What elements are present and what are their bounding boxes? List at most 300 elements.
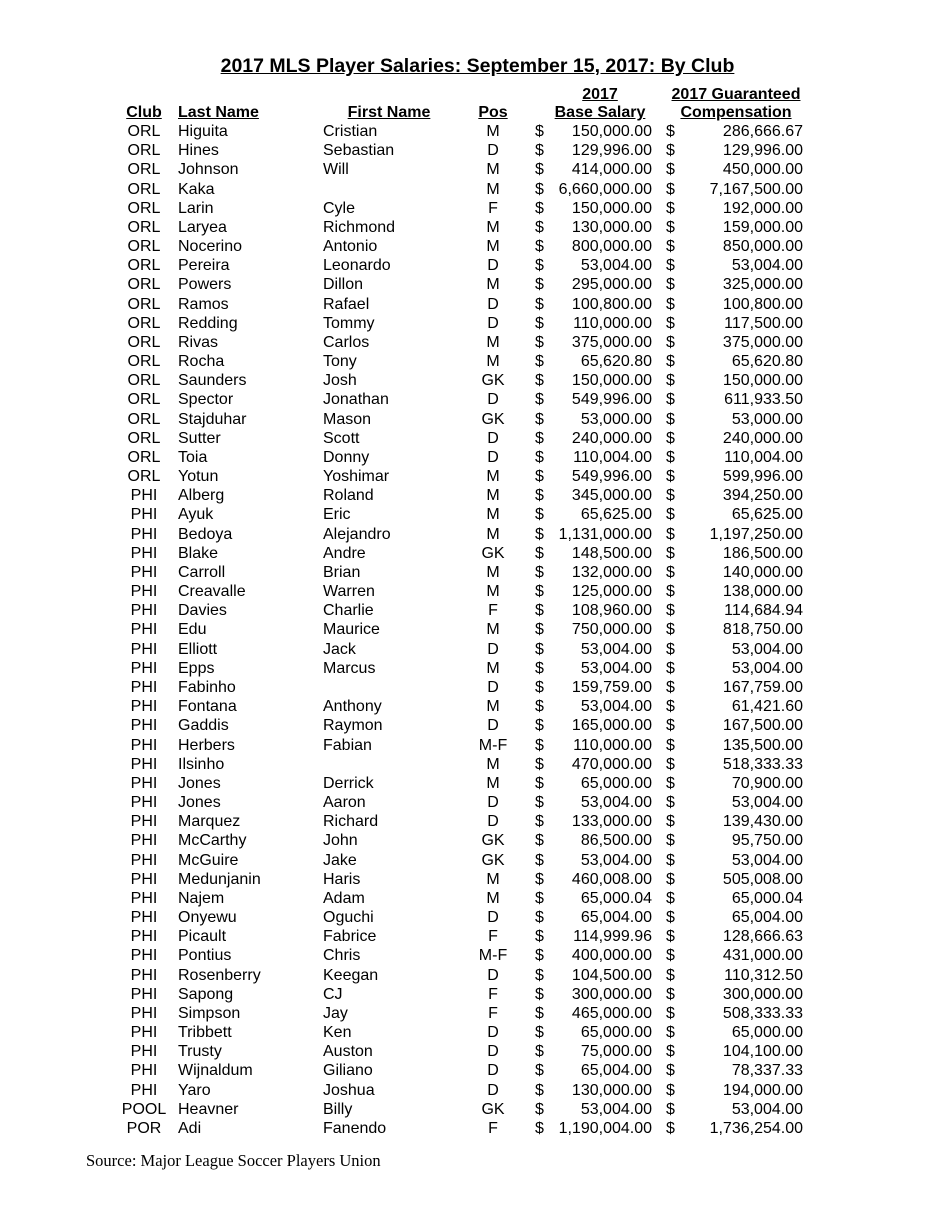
first-name-cell: Jack bbox=[323, 640, 356, 658]
base-salary-cell: 53,004.00 bbox=[580, 794, 652, 812]
base-dollar-sign: $ bbox=[535, 372, 544, 390]
base-dollar-sign: $ bbox=[535, 238, 544, 256]
club-cell: ORL bbox=[127, 410, 161, 428]
guaranteed-comp-cell: 508,333.33 bbox=[722, 1004, 803, 1022]
first-name-cell: Auston bbox=[323, 1043, 373, 1061]
base-dollar-sign: $ bbox=[535, 391, 544, 409]
base-salary-cell: 86,500.00 bbox=[580, 832, 652, 850]
first-name-cell: Tommy bbox=[323, 314, 375, 332]
last-name-cell: Alberg bbox=[178, 487, 225, 505]
base-salary-cell: 114,999.96 bbox=[573, 928, 652, 946]
base-salary-cell: 104,500.00 bbox=[571, 966, 652, 984]
base-salary-cell: 53,004.00 bbox=[580, 1100, 652, 1118]
guaranteed-comp-cell: 7,167,500.00 bbox=[709, 180, 803, 198]
guaranteed-comp-cell: 129,996.00 bbox=[722, 142, 803, 160]
last-name-cell: Heavner bbox=[178, 1100, 239, 1118]
club-cell: PHI bbox=[130, 602, 158, 620]
last-name-cell: Gaddis bbox=[178, 717, 229, 735]
base-dollar-sign: $ bbox=[535, 832, 544, 850]
base-dollar-sign: $ bbox=[535, 774, 544, 792]
club-cell: PHI bbox=[130, 583, 158, 601]
table-row bbox=[0, 1081, 950, 1100]
last-name-cell: Powers bbox=[178, 276, 232, 294]
club-cell: ORL bbox=[127, 391, 161, 409]
position-cell: M bbox=[486, 506, 500, 524]
position-cell: D bbox=[487, 448, 499, 466]
first-name-cell: Marcus bbox=[323, 659, 376, 677]
table-row bbox=[0, 256, 950, 275]
guaranteed-comp-cell: 850,000.00 bbox=[722, 238, 803, 256]
club-cell: PHI bbox=[130, 563, 158, 581]
comp-dollar-sign: $ bbox=[666, 583, 675, 601]
club-cell: PHI bbox=[130, 487, 158, 505]
last-name-cell: Wijnaldum bbox=[178, 1062, 253, 1080]
last-name-cell: Stajduhar bbox=[178, 410, 247, 428]
first-name-cell: Brian bbox=[323, 563, 361, 581]
table-row bbox=[0, 659, 950, 678]
last-name-cell: Ayuk bbox=[178, 506, 214, 524]
comp-dollar-sign: $ bbox=[666, 333, 675, 351]
first-name-cell: Billy bbox=[323, 1100, 353, 1118]
comp-dollar-sign: $ bbox=[666, 257, 675, 275]
position-cell: D bbox=[487, 1043, 499, 1061]
base-salary-cell: 108,960.00 bbox=[571, 602, 652, 620]
comp-dollar-sign: $ bbox=[666, 621, 675, 639]
club-cell: ORL bbox=[127, 180, 161, 198]
first-name-cell: John bbox=[323, 832, 358, 850]
table-row bbox=[0, 870, 950, 889]
club-cell: ORL bbox=[127, 295, 161, 313]
base-dollar-sign: $ bbox=[535, 199, 544, 217]
comp-dollar-sign: $ bbox=[666, 525, 675, 543]
club-cell: ORL bbox=[127, 314, 161, 332]
first-name-cell: Haris bbox=[323, 870, 361, 888]
last-name-cell: Trusty bbox=[178, 1043, 222, 1061]
table-row bbox=[0, 141, 950, 160]
guaranteed-comp-cell: 65,000.04 bbox=[731, 889, 803, 907]
header-last-name: Last Name bbox=[178, 104, 259, 121]
last-name-cell: Sutter bbox=[178, 429, 221, 447]
table-row bbox=[0, 1004, 950, 1023]
base-dollar-sign: $ bbox=[535, 870, 544, 888]
last-name-cell: Creavalle bbox=[178, 583, 246, 601]
base-salary-cell: 159,759.00 bbox=[571, 678, 652, 696]
table-row bbox=[0, 563, 950, 582]
comp-dollar-sign: $ bbox=[666, 1024, 675, 1042]
last-name-cell: Blake bbox=[178, 544, 219, 562]
guaranteed-comp-cell: 518,333.33 bbox=[722, 755, 803, 773]
guaranteed-comp-cell: 150,000.00 bbox=[722, 372, 803, 390]
base-salary-cell: 75,000.00 bbox=[580, 1043, 652, 1061]
base-dollar-sign: $ bbox=[535, 640, 544, 658]
first-name-cell: Andre bbox=[323, 544, 366, 562]
first-name-cell: Fabrice bbox=[323, 928, 377, 946]
last-name-cell: Redding bbox=[178, 314, 238, 332]
table-row bbox=[0, 505, 950, 524]
base-dollar-sign: $ bbox=[535, 353, 544, 371]
first-name-cell: Giliano bbox=[323, 1062, 373, 1080]
position-cell: M bbox=[486, 889, 500, 907]
position-cell: M bbox=[486, 218, 500, 236]
base-dollar-sign: $ bbox=[535, 448, 544, 466]
first-name-cell: Dillon bbox=[323, 276, 364, 294]
comp-dollar-sign: $ bbox=[666, 1043, 675, 1061]
position-cell: F bbox=[488, 985, 498, 1003]
guaranteed-comp-cell: 300,000.00 bbox=[722, 985, 803, 1003]
last-name-cell: Pontius bbox=[178, 947, 232, 965]
base-dollar-sign: $ bbox=[535, 218, 544, 236]
base-salary-cell: 130,000.00 bbox=[571, 218, 652, 236]
header-first-name: First Name bbox=[347, 104, 431, 121]
guaranteed-comp-cell: 1,197,250.00 bbox=[709, 525, 803, 543]
table-row bbox=[0, 678, 950, 697]
position-cell: D bbox=[487, 314, 499, 332]
base-salary-cell: 750,000.00 bbox=[571, 621, 652, 639]
base-salary-cell: 65,000.00 bbox=[580, 774, 652, 792]
last-name-cell: Elliott bbox=[178, 640, 218, 658]
club-cell: PHI bbox=[130, 813, 158, 831]
position-cell: D bbox=[487, 1024, 499, 1042]
guaranteed-comp-cell: 65,620.80 bbox=[731, 353, 803, 371]
last-name-cell: Laryea bbox=[178, 218, 227, 236]
position-cell: F bbox=[488, 199, 498, 217]
guaranteed-comp-cell: 599,996.00 bbox=[722, 468, 803, 486]
guaranteed-comp-cell: 394,250.00 bbox=[722, 487, 803, 505]
base-dollar-sign: $ bbox=[535, 563, 544, 581]
table-row bbox=[0, 544, 950, 563]
guaranteed-comp-cell: 65,004.00 bbox=[731, 909, 803, 927]
position-cell: M bbox=[486, 698, 500, 716]
club-cell: PHI bbox=[130, 525, 158, 543]
first-name-cell: Richard bbox=[323, 813, 379, 831]
club-cell: POR bbox=[126, 1119, 162, 1137]
position-cell: GK bbox=[481, 1100, 505, 1118]
last-name-cell: Ilsinho bbox=[178, 755, 225, 773]
table-row bbox=[0, 966, 950, 985]
guaranteed-comp-cell: 114,684.94 bbox=[724, 602, 803, 620]
position-cell: M bbox=[486, 525, 500, 543]
position-cell: M-F bbox=[478, 736, 508, 754]
guaranteed-comp-cell: 53,004.00 bbox=[731, 1100, 803, 1118]
position-cell: GK bbox=[481, 544, 505, 562]
last-name-cell: Rivas bbox=[178, 333, 219, 351]
guaranteed-comp-cell: 192,000.00 bbox=[722, 199, 803, 217]
base-dollar-sign: $ bbox=[535, 525, 544, 543]
guaranteed-comp-cell: 53,004.00 bbox=[731, 794, 803, 812]
base-salary-cell: 125,000.00 bbox=[571, 583, 652, 601]
comp-dollar-sign: $ bbox=[666, 161, 675, 179]
comp-dollar-sign: $ bbox=[666, 889, 675, 907]
comp-dollar-sign: $ bbox=[666, 640, 675, 658]
table-row bbox=[0, 295, 950, 314]
table-row bbox=[0, 237, 950, 256]
guaranteed-comp-cell: 186,500.00 bbox=[722, 544, 803, 562]
table-row bbox=[0, 371, 950, 390]
table-row bbox=[0, 946, 950, 965]
table-row bbox=[0, 716, 950, 735]
guaranteed-comp-cell: 135,500.00 bbox=[722, 736, 803, 754]
club-cell: PHI bbox=[130, 774, 158, 792]
guaranteed-comp-cell: 53,004.00 bbox=[731, 640, 803, 658]
first-name-cell: Roland bbox=[323, 487, 374, 505]
last-name-cell: Simpson bbox=[178, 1004, 241, 1022]
table-row bbox=[0, 160, 950, 179]
table-row bbox=[0, 908, 950, 927]
base-dollar-sign: $ bbox=[535, 161, 544, 179]
first-name-cell: Yoshimar bbox=[323, 468, 390, 486]
comp-dollar-sign: $ bbox=[666, 928, 675, 946]
header-club: Club bbox=[126, 104, 162, 121]
position-cell: D bbox=[487, 717, 499, 735]
comp-dollar-sign: $ bbox=[666, 602, 675, 620]
base-dollar-sign: $ bbox=[535, 736, 544, 754]
position-cell: M bbox=[486, 353, 500, 371]
club-cell: PHI bbox=[130, 717, 158, 735]
last-name-cell: Bedoya bbox=[178, 525, 233, 543]
last-name-cell: Toia bbox=[178, 448, 208, 466]
table-row bbox=[0, 736, 950, 755]
guaranteed-comp-cell: 325,000.00 bbox=[722, 276, 803, 294]
guaranteed-comp-cell: 65,000.00 bbox=[731, 1024, 803, 1042]
comp-dollar-sign: $ bbox=[666, 353, 675, 371]
base-salary-cell: 150,000.00 bbox=[571, 123, 652, 140]
position-cell: M bbox=[486, 276, 500, 294]
base-salary-cell: 1,131,000.00 bbox=[558, 525, 652, 543]
club-cell: ORL bbox=[127, 123, 161, 140]
last-name-cell: Najem bbox=[178, 889, 225, 907]
page-title: 2017 MLS Player Salaries: September 15, 2017: By Club bbox=[220, 55, 735, 77]
first-name-cell: Adam bbox=[323, 889, 365, 907]
first-name-cell: Charlie bbox=[323, 602, 374, 620]
last-name-cell: Sapong bbox=[178, 985, 234, 1003]
first-name-cell: Scott bbox=[323, 429, 360, 447]
position-cell: M bbox=[486, 487, 500, 505]
last-name-cell: Adi bbox=[178, 1119, 202, 1137]
comp-dollar-sign: $ bbox=[666, 487, 675, 505]
club-cell: PHI bbox=[130, 1024, 158, 1042]
club-cell: PHI bbox=[130, 947, 158, 965]
base-dollar-sign: $ bbox=[535, 889, 544, 907]
comp-dollar-sign: $ bbox=[666, 1081, 675, 1099]
position-cell: M bbox=[486, 123, 500, 140]
comp-dollar-sign: $ bbox=[666, 218, 675, 236]
base-dollar-sign: $ bbox=[535, 468, 544, 486]
base-dollar-sign: $ bbox=[535, 333, 544, 351]
base-dollar-sign: $ bbox=[535, 487, 544, 505]
header-base-salary-year: 2017 bbox=[582, 86, 618, 103]
base-dollar-sign: $ bbox=[535, 1004, 544, 1022]
last-name-cell: Tribbett bbox=[178, 1024, 232, 1042]
last-name-cell: Onyewu bbox=[178, 909, 237, 927]
base-dollar-sign: $ bbox=[535, 794, 544, 812]
base-salary-cell: 148,500.00 bbox=[571, 544, 652, 562]
first-name-cell: Rafael bbox=[323, 295, 370, 313]
comp-dollar-sign: $ bbox=[666, 678, 675, 696]
table-row bbox=[0, 410, 950, 429]
base-salary-cell: 300,000.00 bbox=[571, 985, 652, 1003]
base-salary-cell: 240,000.00 bbox=[571, 429, 652, 447]
table-row bbox=[0, 985, 950, 1004]
base-dollar-sign: $ bbox=[535, 621, 544, 639]
comp-dollar-sign: $ bbox=[666, 429, 675, 447]
comp-dollar-sign: $ bbox=[666, 448, 675, 466]
table-row bbox=[0, 927, 950, 946]
position-cell: D bbox=[487, 813, 499, 831]
comp-dollar-sign: $ bbox=[666, 468, 675, 486]
first-name-cell: Fabian bbox=[323, 736, 372, 754]
comp-dollar-sign: $ bbox=[666, 295, 675, 313]
base-salary-cell: 53,004.00 bbox=[580, 659, 652, 677]
comp-dollar-sign: $ bbox=[666, 180, 675, 198]
comp-dollar-sign: $ bbox=[666, 659, 675, 677]
club-cell: PHI bbox=[130, 678, 158, 696]
base-dollar-sign: $ bbox=[535, 602, 544, 620]
table-row bbox=[0, 755, 950, 774]
table-row bbox=[0, 352, 950, 371]
table-row bbox=[0, 812, 950, 831]
base-salary-cell: 295,000.00 bbox=[571, 276, 652, 294]
source-note: Source: Major League Soccer Players Union bbox=[86, 1151, 381, 1170]
base-dollar-sign: $ bbox=[535, 947, 544, 965]
comp-dollar-sign: $ bbox=[666, 755, 675, 773]
comp-dollar-sign: $ bbox=[666, 736, 675, 754]
base-dollar-sign: $ bbox=[535, 180, 544, 198]
position-cell: M-F bbox=[478, 947, 508, 965]
base-salary-cell: 133,000.00 bbox=[571, 813, 652, 831]
table-row bbox=[0, 525, 950, 544]
last-name-cell: Nocerino bbox=[178, 238, 243, 256]
guaranteed-comp-cell: 128,666.63 bbox=[722, 928, 803, 946]
first-name-cell: Derrick bbox=[323, 774, 374, 792]
club-cell: PHI bbox=[130, 621, 158, 639]
first-name-cell: Eric bbox=[323, 506, 351, 524]
last-name-cell: Rosenberry bbox=[178, 966, 261, 984]
last-name-cell: Medunjanin bbox=[178, 870, 261, 888]
base-salary-cell: 129,996.00 bbox=[571, 142, 652, 160]
club-cell: PHI bbox=[130, 985, 158, 1003]
first-name-cell: Cyle bbox=[323, 199, 356, 217]
club-cell: PHI bbox=[130, 889, 158, 907]
table-row bbox=[0, 889, 950, 908]
club-cell: PHI bbox=[130, 832, 158, 850]
guaranteed-comp-cell: 53,004.00 bbox=[731, 851, 803, 869]
first-name-cell: Maurice bbox=[323, 621, 380, 639]
last-name-cell: Fontana bbox=[178, 698, 237, 716]
base-salary-cell: 470,000.00 bbox=[571, 755, 652, 773]
guaranteed-comp-cell: 167,500.00 bbox=[722, 717, 803, 735]
table-row bbox=[0, 390, 950, 409]
base-salary-cell: 65,625.00 bbox=[580, 506, 652, 524]
table-row bbox=[0, 314, 950, 333]
last-name-cell: Rocha bbox=[178, 353, 225, 371]
base-salary-cell: 130,000.00 bbox=[571, 1081, 652, 1099]
last-name-cell: Picault bbox=[178, 928, 227, 946]
first-name-cell: Will bbox=[323, 161, 349, 179]
last-name-cell: Higuita bbox=[178, 123, 228, 140]
guaranteed-comp-cell: 117,500.00 bbox=[724, 314, 803, 332]
base-dollar-sign: $ bbox=[535, 276, 544, 294]
club-cell: ORL bbox=[127, 372, 161, 390]
guaranteed-comp-cell: 375,000.00 bbox=[722, 333, 803, 351]
comp-dollar-sign: $ bbox=[666, 717, 675, 735]
first-name-cell: Tony bbox=[323, 353, 357, 371]
first-name-cell: Jay bbox=[323, 1004, 348, 1022]
base-dollar-sign: $ bbox=[535, 928, 544, 946]
club-cell: ORL bbox=[127, 199, 161, 217]
base-salary-cell: 53,004.00 bbox=[580, 698, 652, 716]
club-cell: POOL bbox=[121, 1100, 167, 1118]
last-name-cell: Edu bbox=[178, 621, 207, 639]
comp-dollar-sign: $ bbox=[666, 1004, 675, 1022]
comp-dollar-sign: $ bbox=[666, 199, 675, 217]
position-cell: M bbox=[486, 468, 500, 486]
guaranteed-comp-cell: 818,750.00 bbox=[722, 621, 803, 639]
guaranteed-comp-cell: 240,000.00 bbox=[722, 429, 803, 447]
last-name-cell: Kaka bbox=[178, 180, 215, 198]
base-dollar-sign: $ bbox=[535, 1024, 544, 1042]
base-dollar-sign: $ bbox=[535, 1100, 544, 1118]
table-row bbox=[0, 467, 950, 486]
club-cell: PHI bbox=[130, 928, 158, 946]
position-cell: D bbox=[487, 429, 499, 447]
header-guaranteed-line1: 2017 Guaranteed bbox=[671, 86, 801, 103]
base-salary-cell: 132,000.00 bbox=[571, 563, 652, 581]
club-cell: ORL bbox=[127, 429, 161, 447]
guaranteed-comp-cell: 65,625.00 bbox=[731, 506, 803, 524]
table-row bbox=[0, 275, 950, 294]
first-name-cell: Alejandro bbox=[323, 525, 391, 543]
first-name-cell: Sebastian bbox=[323, 142, 395, 160]
first-name-cell: Cristian bbox=[323, 123, 378, 140]
first-name-cell: Fanendo bbox=[323, 1119, 387, 1137]
guaranteed-comp-cell: 53,004.00 bbox=[731, 257, 803, 275]
table-row bbox=[0, 1061, 950, 1080]
last-name-cell: Johnson bbox=[178, 161, 239, 179]
last-name-cell: Ramos bbox=[178, 295, 229, 313]
base-dollar-sign: $ bbox=[535, 966, 544, 984]
table-row bbox=[0, 1119, 950, 1138]
table-row bbox=[0, 429, 950, 448]
club-cell: ORL bbox=[127, 218, 161, 236]
club-cell: PHI bbox=[130, 659, 158, 677]
club-cell: ORL bbox=[127, 161, 161, 179]
table-row bbox=[0, 122, 950, 141]
table-row bbox=[0, 199, 950, 218]
table-row bbox=[0, 620, 950, 639]
position-cell: D bbox=[487, 794, 499, 812]
base-dollar-sign: $ bbox=[535, 429, 544, 447]
guaranteed-comp-cell: 139,430.00 bbox=[722, 813, 803, 831]
position-cell: F bbox=[488, 602, 498, 620]
base-dollar-sign: $ bbox=[535, 909, 544, 927]
club-cell: PHI bbox=[130, 870, 158, 888]
position-cell: F bbox=[488, 1119, 498, 1137]
comp-dollar-sign: $ bbox=[666, 813, 675, 831]
position-cell: M bbox=[486, 333, 500, 351]
last-name-cell: Herbers bbox=[178, 736, 235, 754]
guaranteed-comp-cell: 110,004.00 bbox=[724, 448, 803, 466]
base-salary-cell: 465,000.00 bbox=[571, 1004, 652, 1022]
base-dollar-sign: $ bbox=[535, 678, 544, 696]
base-dollar-sign: $ bbox=[535, 583, 544, 601]
comp-dollar-sign: $ bbox=[666, 544, 675, 562]
club-cell: ORL bbox=[127, 468, 161, 486]
comp-dollar-sign: $ bbox=[666, 506, 675, 524]
base-salary-cell: 6,660,000.00 bbox=[558, 180, 652, 198]
table-row bbox=[0, 448, 950, 467]
guaranteed-comp-cell: 100,800.00 bbox=[722, 295, 803, 313]
header-guaranteed-compensation: Compensation bbox=[680, 104, 792, 121]
